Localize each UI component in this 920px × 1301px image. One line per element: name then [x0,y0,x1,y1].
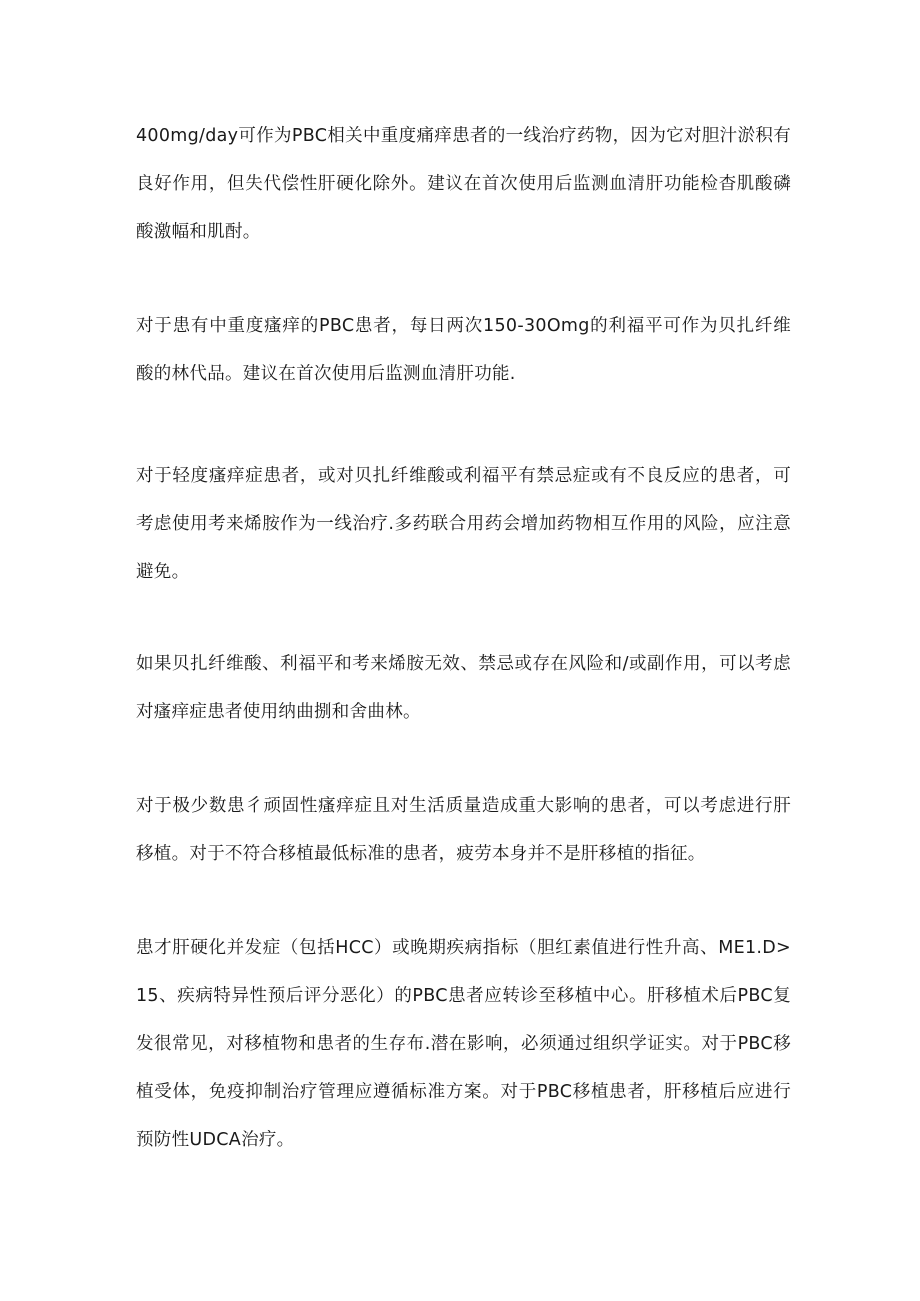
paragraph-cholestyramine: 对于轻度瘙痒症患者，或对贝扎纤维酸或利福平有禁忌症或有不良反应的患者，可考虑使用考来烯胺作为一线治疗.多药联合用药会增加药物相互作用的风险，应注意避免。 [136,466,791,582]
paragraph-transplant-referral: 患才肝硬化并发症（包括HCC）或晚期疾病指标（胆红素值进行性升高、ME1.D>15、疾病特异性预后评分恶化）的PBC患者应转诊至移植中心。肝移植术后PBC复发很常见，对移植物和患者的生存布.潜在影响，必须通过组织学证实。对于PBC移植受体，免疫抑制治疗管理应遵循标准方案。对于PBC移植患者，肝移植后应进行预防性UDCA治疗。 [136,938,791,1150]
paragraph-rifampicin: 对于患有中重度瘙痒的PBC患者，每日两次150-30Omg的利福平可作为贝扎纤维酸的林代品。建议在首次使用后监测血清肝功能. [136,316,791,384]
paragraph-naltrexone-sertraline: 如果贝扎纤维酸、利福平和考来烯胺无效、禁忌或存在风险和/或副作用，可以考虑对瘙痒症患者使用纳曲捌和舍曲林。 [136,654,791,722]
paragraph-liver-transplant-pruritus: 对于极少数患彳顽固性瘙痒症且对生活质量造成重大影响的患者，可以考虑进行肝移植。对于不符合移植最低标准的患者，疲劳本身并不是肝移植的指征。 [136,796,791,864]
paragraph-bezafibrate: 400mg/day可作为PBC相关中重度痛痒患者的一线治疗药物，因为它对胆汁淤积有良好作用，但失代偿性肝硬化除外。建议在首次使用后监测血清肝功能检杳肌酸磷酸激幅和肌酎。 [136,126,791,242]
